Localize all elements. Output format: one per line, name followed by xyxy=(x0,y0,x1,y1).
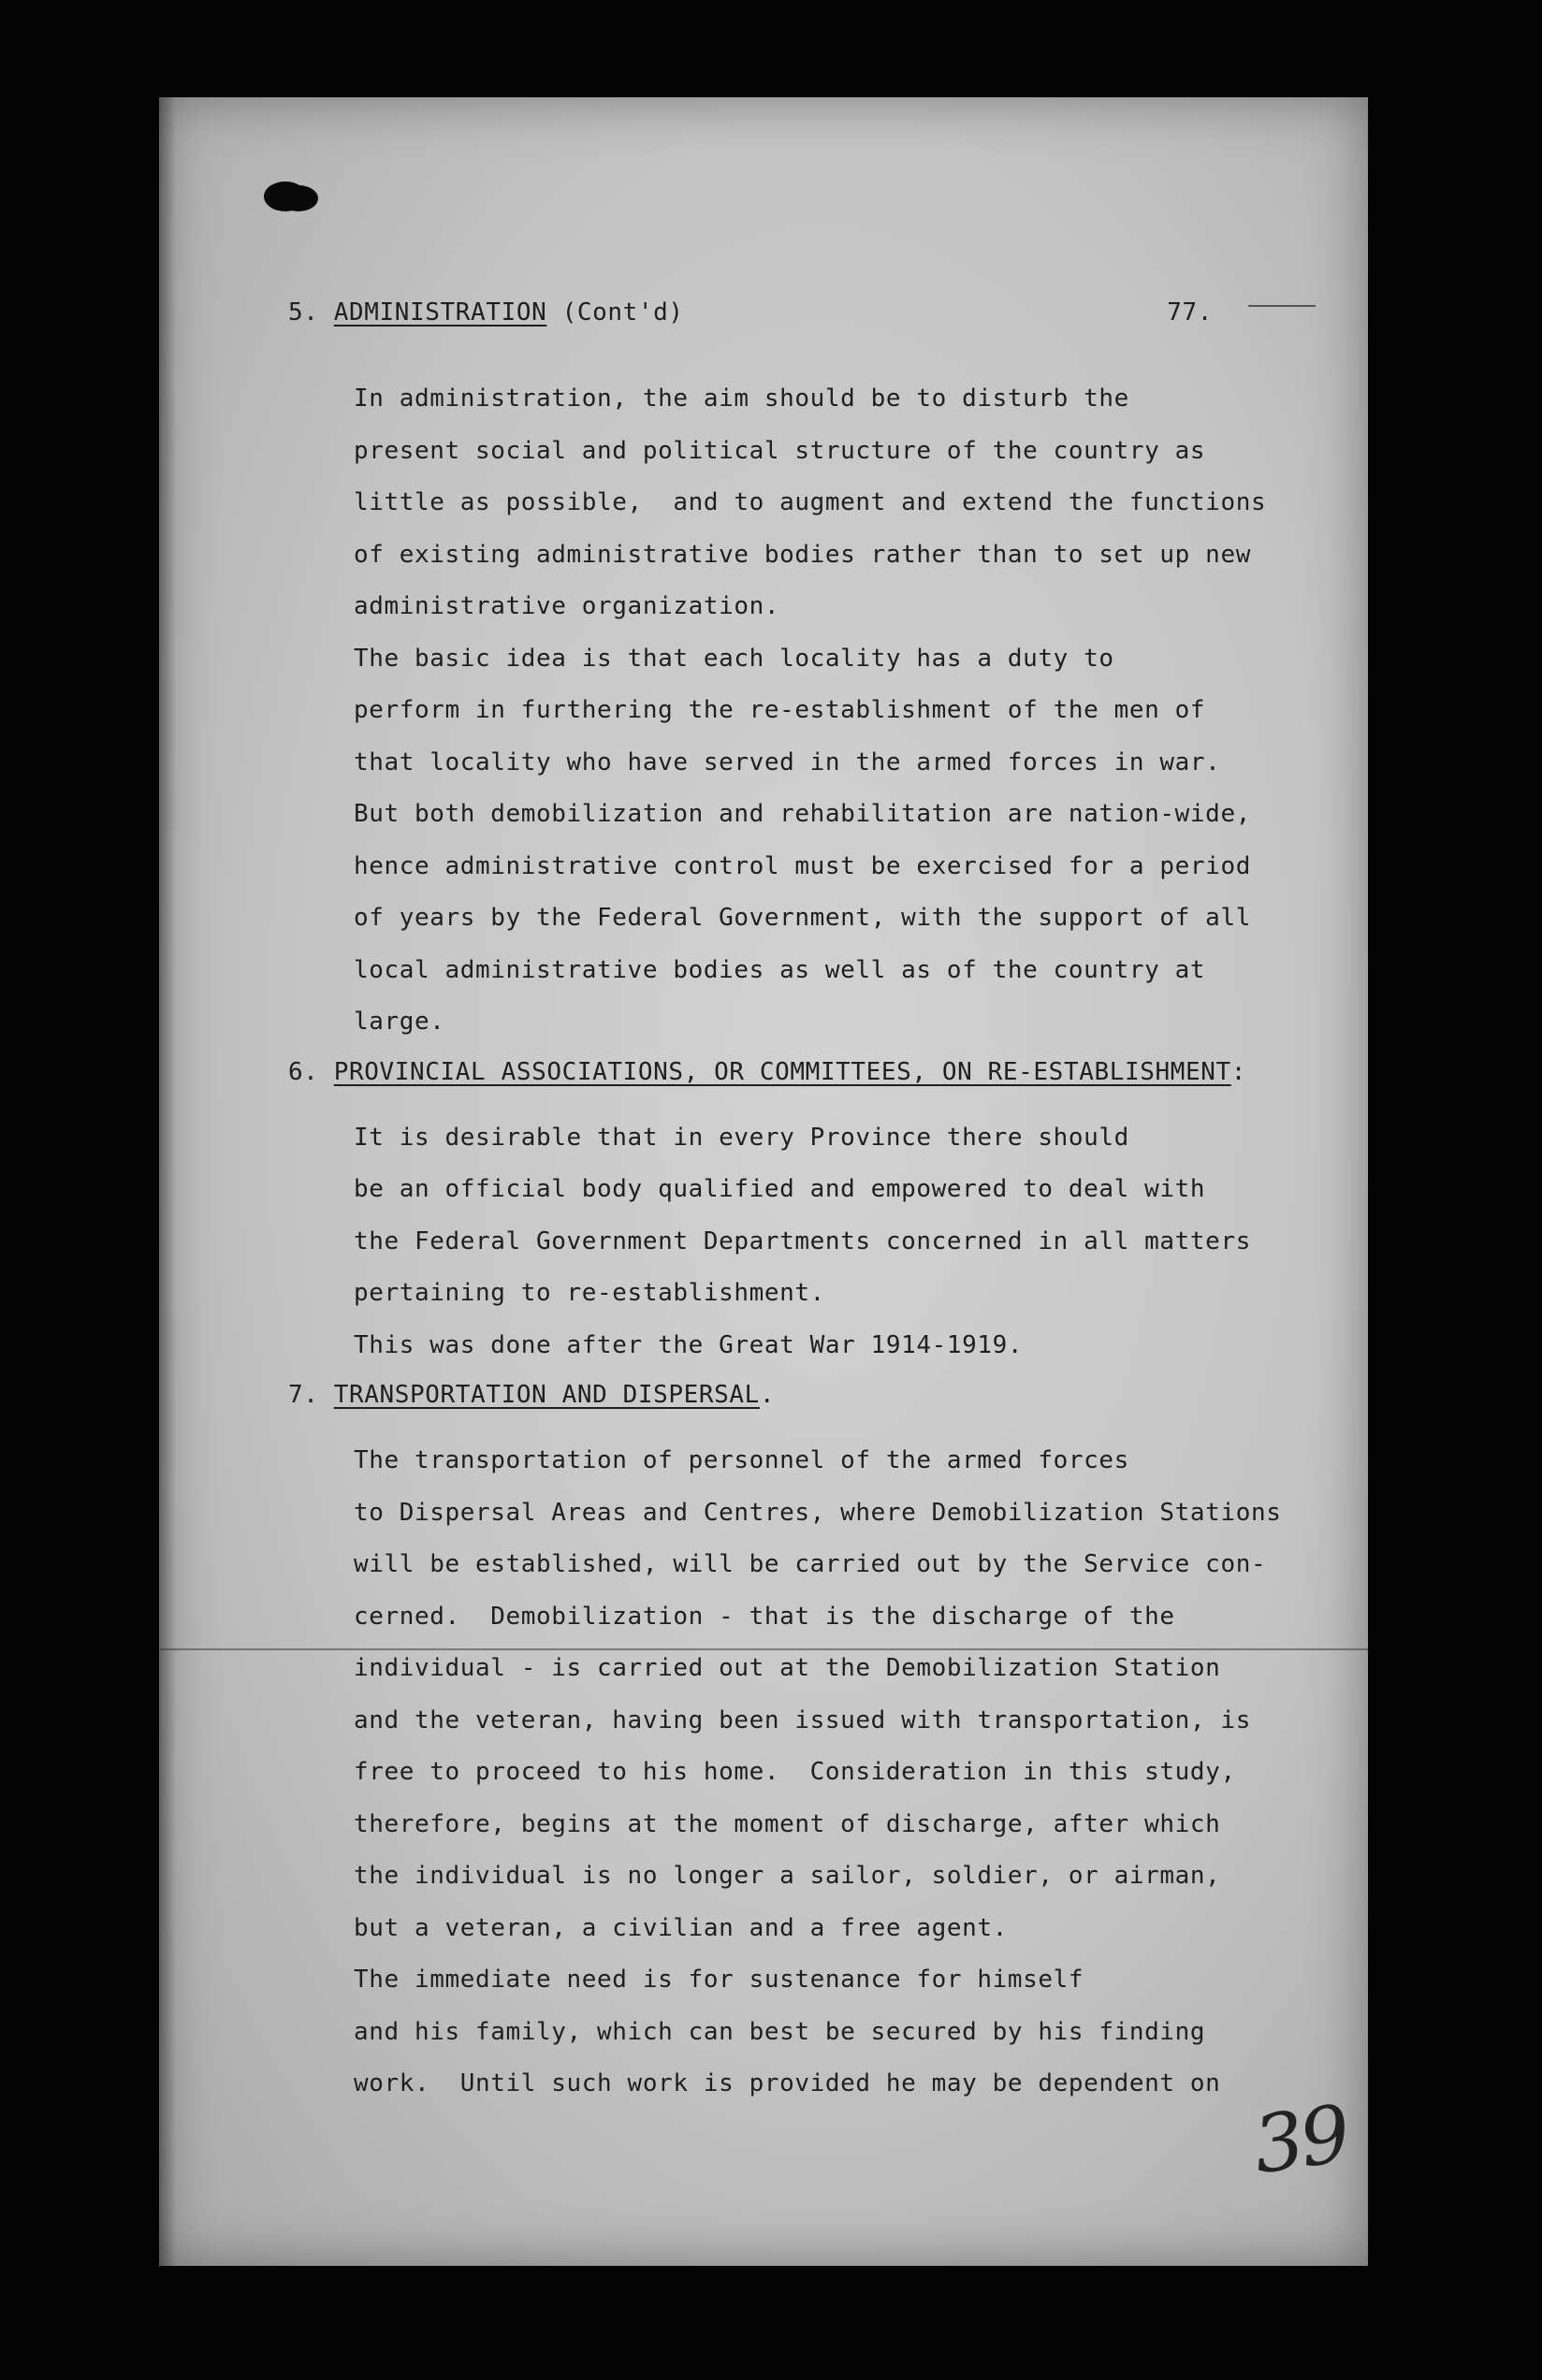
text-line: that locality who have served in the armed forces in war. xyxy=(354,747,1221,776)
section-5-title: ADMINISTRATION xyxy=(333,298,547,327)
page-shadow-edge xyxy=(159,97,176,2266)
section-5-paragraph-1 xyxy=(288,373,1299,633)
text-line: local administrative bodies as well as of the country at xyxy=(354,955,1206,984)
text-line: and the veteran, having been issued with transportation, is xyxy=(354,1705,1251,1734)
section-5-paragraph-2 xyxy=(288,633,1299,1049)
section-6-paragraph-2 xyxy=(288,1320,1299,1372)
text-line: but a veteran, a civilian and a free agent. xyxy=(354,1913,1008,1942)
section-6-title: PROVINCIAL ASSOCIATIONS, OR COMMITTEES, ON RE-ESTABLISHMENT xyxy=(333,1057,1231,1086)
text-line: of years by the Federal Government, with the support of all xyxy=(354,904,1251,932)
section-7-number: 7. xyxy=(288,1381,319,1409)
page-number: 77. xyxy=(1167,298,1213,327)
text-line: The immediate need is for sustenance for himself xyxy=(354,1966,1084,1994)
text-line: work. Until such work is provided he may be dependent on xyxy=(354,2069,1221,2097)
text-line: be an official body qualified and empowered to deal with xyxy=(354,1175,1206,1203)
section-5-heading xyxy=(288,298,1299,353)
text-line: large. xyxy=(354,1008,445,1036)
section-7-paragraph-2 xyxy=(288,1954,1299,2111)
section-7-paragraph-1 xyxy=(288,1435,1299,1954)
text-line: pertaining to re-establishment. xyxy=(354,1279,825,1307)
text-line: The basic idea is that each locality has a duty to xyxy=(354,644,1114,673)
section-6-heading xyxy=(288,1058,1299,1112)
section-5-number: 5. xyxy=(288,298,319,327)
text-line: individual - is carried out at the Demobilization Station xyxy=(354,1654,1221,1682)
text-line: cerned. Demobilization - that is the discharge of the xyxy=(354,1602,1175,1631)
handwritten-folio-number: 39 xyxy=(1247,2087,1353,2192)
text-line: It is desirable that in every Province there should xyxy=(354,1123,1129,1152)
text-line: of existing administrative bodies rather than to set up new xyxy=(354,540,1251,569)
section-6-paragraph-1 xyxy=(288,1112,1299,1320)
text-line: the individual is no longer a sailor, soldier, or airman, xyxy=(354,1862,1221,1890)
section-7-title: TRANSPORTATION AND DISPERSAL xyxy=(333,1381,760,1409)
section-5-subtitle: (Cont'd) xyxy=(561,298,684,327)
text-line: will be established, will be carried out by the Service con- xyxy=(354,1550,1267,1578)
section-6-number: 6. xyxy=(288,1057,319,1086)
text-line: The transportation of personnel of the armed forces xyxy=(354,1446,1129,1474)
text-line: therefore, begins at the moment of discharge, after which xyxy=(354,1809,1221,1838)
text-line: and his family, which can best be secured by his finding xyxy=(354,2017,1206,2046)
text-line: the Federal Government Departments concerned in all matters xyxy=(354,1226,1251,1255)
text-line: In administration, the aim should be to disturb the xyxy=(354,385,1129,413)
document-page xyxy=(159,97,1368,2266)
text-line: present social and political structure of the country as xyxy=(354,436,1206,465)
text-line: administrative organization. xyxy=(354,592,780,620)
text-line: to Dispersal Areas and Centres, where Demobilization Stations xyxy=(354,1498,1282,1527)
section-7-heading xyxy=(288,1381,1299,1435)
typed-text xyxy=(288,298,1299,2111)
text-line: hence administrative control must be exercised for a period xyxy=(354,851,1251,880)
text-line: This was done after the Great War 1914-1919. xyxy=(354,1330,1024,1359)
text-line: little as possible, and to augment and extend the functions xyxy=(354,488,1267,516)
text-line: free to proceed to his home. Consideration in this study, xyxy=(354,1758,1236,1786)
text-line: perform in furthering the re-establishment of the men of xyxy=(354,696,1206,724)
section-6-title-suffix: : xyxy=(1230,1057,1246,1086)
section-7-title-suffix: . xyxy=(759,1381,776,1409)
hole-punch-mark xyxy=(264,181,307,211)
text-line: But both demobilization and rehabilitation are nation-wide, xyxy=(354,800,1251,828)
